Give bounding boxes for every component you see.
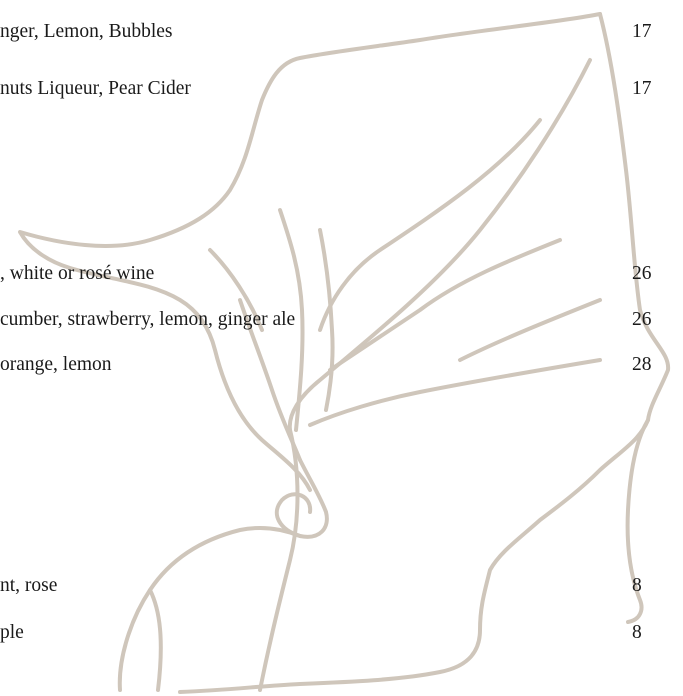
menu-item-price: 26 (632, 309, 652, 330)
menu-item (0, 17, 683, 47)
menu-item-description: ple (0, 622, 24, 643)
menu-item-price: 8 (632, 622, 642, 643)
menu-item-price: 26 (632, 263, 652, 284)
menu-item (0, 74, 683, 104)
menu-item-description: , white or rosé wine (0, 263, 155, 284)
menu-item-price: 8 (632, 575, 642, 596)
menu-item-price: 28 (632, 354, 652, 375)
menu-item-description: nt, rose (0, 575, 58, 596)
menu-item-description: orange, lemon (0, 354, 112, 375)
menu-item-description: nuts Liqueur, Pear Cider (0, 78, 191, 99)
menu-item (0, 305, 683, 335)
menu-item (0, 618, 683, 648)
menu-item-price: 17 (632, 78, 652, 99)
menu-item (0, 571, 683, 601)
menu-item-description: nger, Lemon, Bubbles (0, 21, 173, 42)
menu-item-description: cumber, strawberry, lemon, ginger ale (0, 309, 296, 330)
menu-item (0, 259, 683, 289)
menu-item-price: 17 (632, 21, 652, 42)
menu-item (0, 350, 683, 380)
